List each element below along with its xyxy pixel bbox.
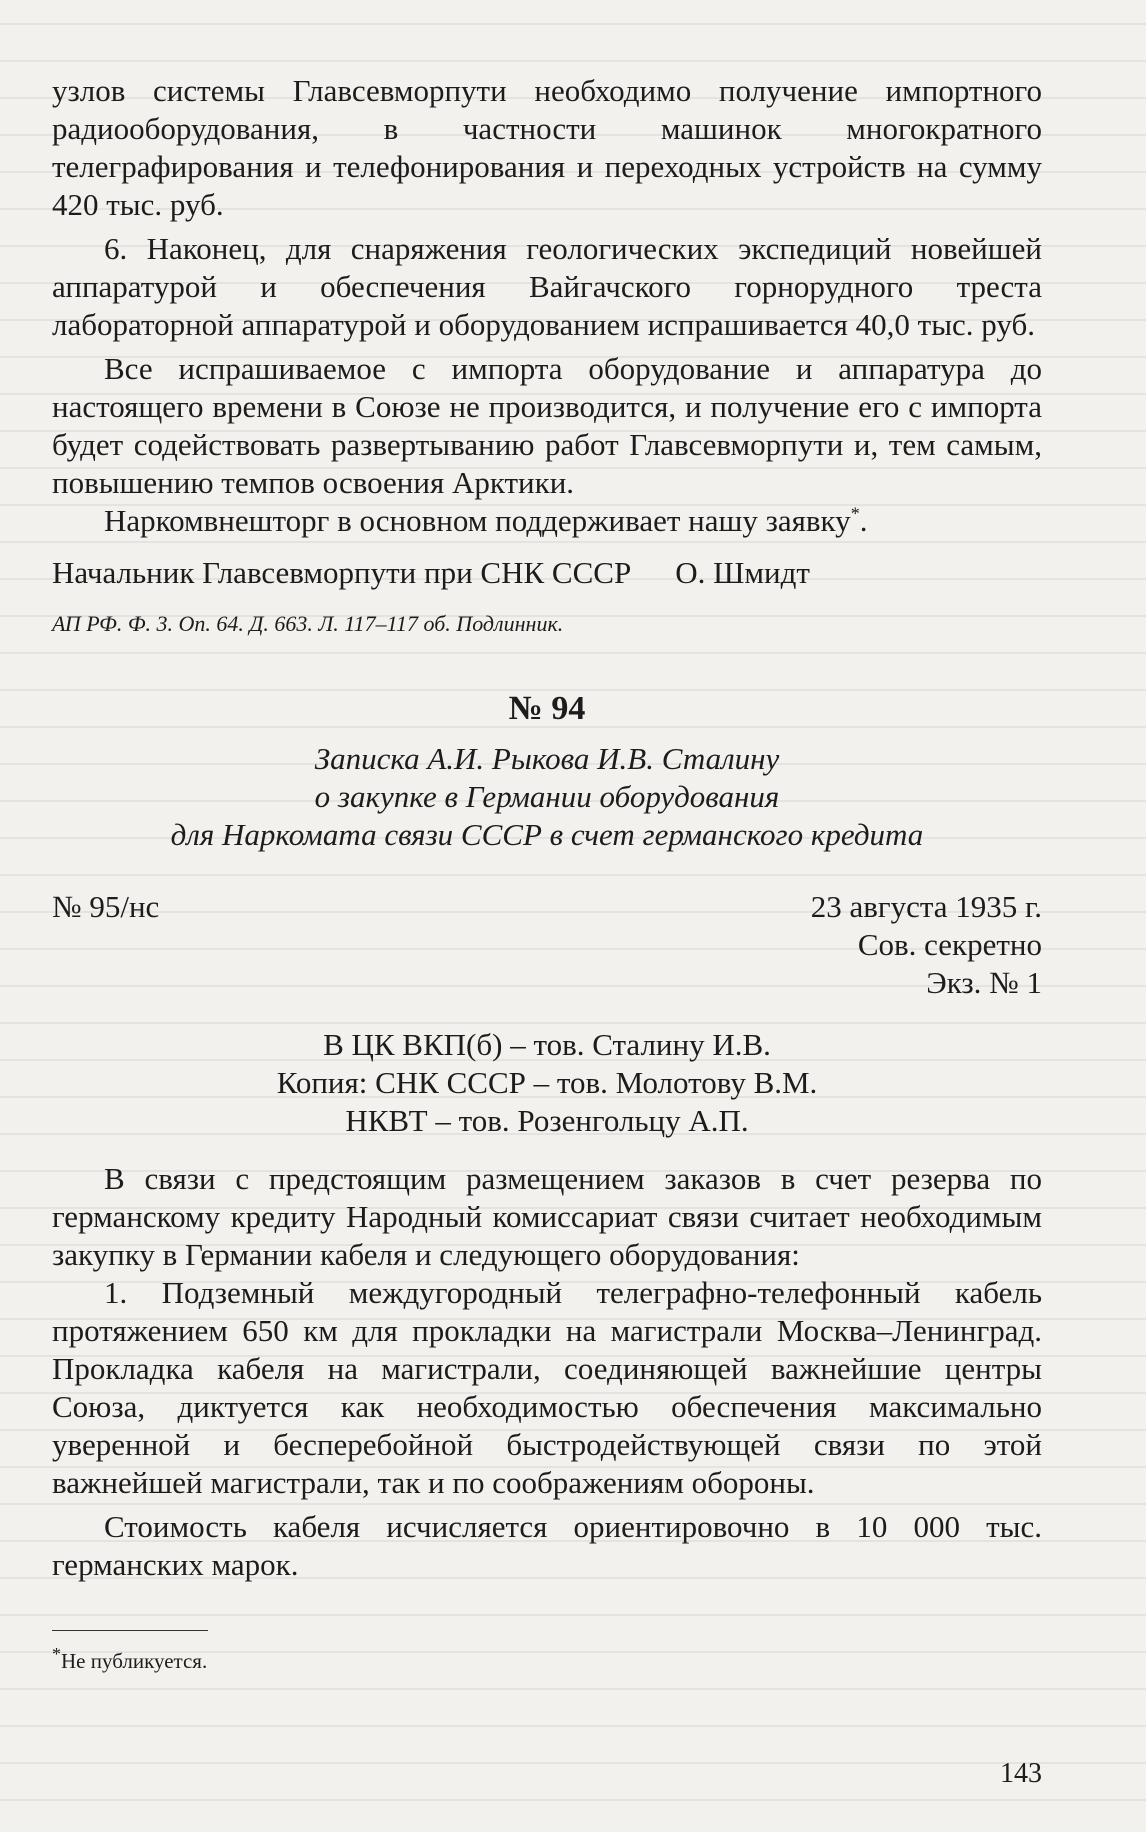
- page-number: 143: [1000, 1758, 1042, 1789]
- document-meta-right: [811, 888, 1042, 1002]
- document-title: [52, 740, 1042, 854]
- addressee-line: Копия: СНК СССР – тов. Молотову В.М.: [276, 1065, 818, 1100]
- copy-number: Экз. № 1: [926, 965, 1042, 1000]
- footnote-text: Не публикуется.: [61, 1649, 208, 1673]
- signature-line: [52, 554, 1042, 592]
- paragraph-item-6: 6. Наконец, для снаряжения геологических экспедиций новейшей аппаратурой и обеспечения Вайгачского горнорудного треста лабораторной аппаратурой и оборудованием испрашивается 40,0 тыс. руб.: [52, 231, 1042, 342]
- signature-name: О. Шмидт: [675, 555, 810, 590]
- paragraph-narkomvneshtorg-text: Наркомвнешторг в основном поддерживает нашу заявку: [104, 503, 851, 538]
- document-title-line: для Наркомата связи СССР в счет германского кредита: [170, 817, 924, 852]
- reference-number: № 95/нс: [52, 889, 160, 924]
- addressees: [52, 1026, 1042, 1140]
- classification-stamp: Сов. секретно: [857, 927, 1042, 962]
- paragraph-item-1: 1. Подземный междугородный телеграфно-телефонный кабель протяжением 650 км для прокладки на магистрали Москва–Ленинград. Прокладка кабеля на магистрали, соединяющей важнейшие центры Союза, диктуется как необходимостью обеспечения максимально уверенной и бесперебойной быстродействующей связи по этой важнейшей магистрали, так и по соображениям обороны.: [52, 1275, 1042, 1500]
- addressee-line: В ЦК ВКП(б) – тов. Сталину И.В.: [323, 1027, 771, 1062]
- paragraph-narkomvneshtorg: Наркомвнешторг в основном поддерживает нашу заявку*.: [104, 503, 868, 538]
- addressee-line: НКВТ – тов. Розенгольцу А.П.: [345, 1103, 749, 1138]
- document-title-line: о закупке в Германии оборудования: [314, 779, 780, 814]
- source-citation: АП РФ. Ф. 3. Оп. 64. Д. 663. Л. 117–117 об. Подлинник.: [52, 611, 564, 636]
- footnote-marker: *: [850, 503, 860, 524]
- document-number: № 94: [508, 690, 586, 727]
- document-date: 23 августа 1935 г.: [810, 889, 1042, 924]
- footnote: [52, 1644, 208, 1674]
- paragraph-cable-cost: Стоимость кабеля исчисляется ориентировочно в 10 000 тыс. германских марок.: [52, 1509, 1042, 1582]
- signature-position: Начальник Главсевморпути при СНК СССР: [52, 555, 632, 590]
- paragraph-import-summary: Все испрашиваемое с импорта оборудование и аппаратура до настоящего времени в Союзе не производится, и получение его с импорта будет содействовать развертыванию работ Главсевморпути и, тем самым, повышению темпов освоения Арктики.: [52, 351, 1042, 500]
- document-title-line: Записка А.И. Рыкова И.В. Сталину: [314, 741, 780, 776]
- page-content: [52, 72, 1042, 1584]
- document-meta: [52, 888, 1042, 1018]
- paragraph-intro: В связи с предстоящим размещением заказов в счет резерва по германскому кредиту Народный комиссариат связи считает необходимым закупку в Германии кабеля и следующего оборудования:: [52, 1161, 1042, 1272]
- paragraph-continuation: узлов системы Главсевморпути необходимо получение импортного радиооборудования, в частности машинок многократного телеграфирования и телефонирования и переходных устройств на сумму 420 тыс. руб.: [52, 73, 1042, 222]
- footnote-marker: *: [52, 1644, 61, 1664]
- footnote-divider: [52, 1630, 208, 1631]
